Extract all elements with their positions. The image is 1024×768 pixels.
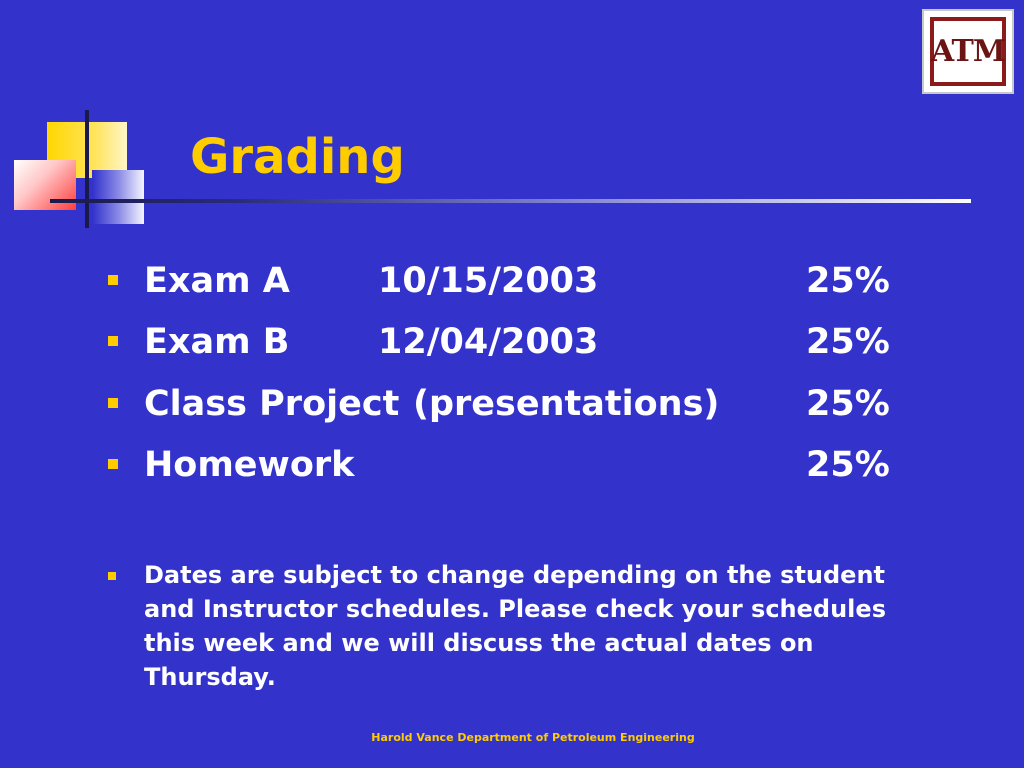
row-item: Class Project: [144, 384, 400, 424]
bullet-square-icon: [108, 336, 118, 346]
row-item: Homework: [144, 445, 355, 485]
bullet-square-icon: [108, 572, 116, 580]
row-weight: 25%: [806, 384, 890, 424]
bullet-square-icon: [108, 398, 118, 408]
slide-title: Grading: [190, 129, 405, 185]
bullet-square-icon: [108, 275, 118, 285]
texas-am-logo-icon: [922, 9, 1014, 94]
row-detail: 12/04/2003: [378, 322, 599, 362]
decorative-blue-square: [92, 170, 144, 224]
row-detail: 10/15/2003: [378, 261, 599, 301]
decorative-vertical-line: [85, 110, 89, 228]
row-detail: (presentations): [413, 384, 720, 424]
grading-row-homework: [108, 440, 958, 490]
row-item: Exam B: [144, 322, 290, 362]
row-item: Exam A: [144, 261, 290, 301]
bullet-square-icon: [108, 459, 118, 469]
grading-row-exam-b: [108, 317, 958, 367]
title-underline: [50, 199, 971, 203]
grading-row-exam-a: [108, 256, 958, 306]
logo-text: ATM: [930, 17, 1006, 86]
row-weight: 25%: [806, 261, 890, 301]
footer: Harold Vance Department of Petroleum Engineering: [371, 731, 695, 744]
grading-row-class-project: [108, 379, 958, 429]
row-weight: 25%: [806, 445, 890, 485]
schedule-note-text: Dates are subject to change depending on the student and Instructor schedules. Please check your schedules this week and we will discuss the actual dates on Thursday.: [144, 561, 886, 691]
schedule-note: [108, 558, 928, 694]
row-weight: 25%: [806, 322, 890, 362]
